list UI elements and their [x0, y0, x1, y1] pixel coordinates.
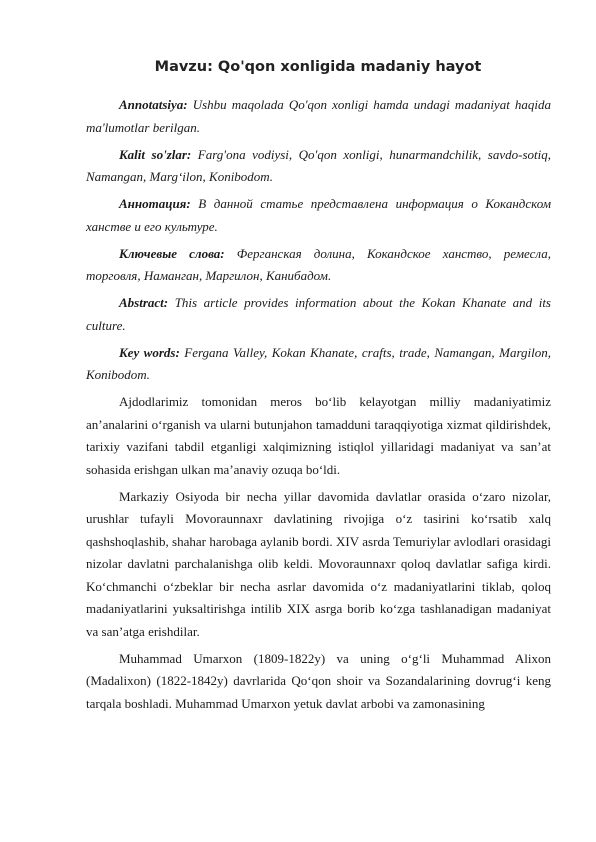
- body-paragraph-3: Muhammad Umarxon (1809-1822y) va uning o‘g‘li Muhammad Alixon (Madalixon) (1822-1842y) davrlarida Qo‘qon shoir va Sozandalarining dovrug‘i keng tarqala boshladi. Muhammad Umarxon yetuk davlat arbobi va zamonasining: [86, 650, 551, 711]
- keywords-ru: [86, 243, 551, 288]
- annotation-uz-label: Annotatsiya:: [119, 97, 188, 112]
- keywords-uz-label: Kalit so'zlar:: [119, 146, 192, 162]
- annotation-uz-text: Ushbu maqolada Qo'qon xonligi hamda undagi madaniyat haqida ma'lumotlar berilgan.: [86, 97, 552, 135]
- keywords-en-label: Key words:: [119, 344, 180, 360]
- keywords-ru-label: Ключевые слова:: [119, 245, 225, 261]
- keywords-ru-text: Ферганская долина, Кокандское ханство, ремесла, торговля, Наманган, Маргилон, Канибадом.: [86, 245, 551, 283]
- body-paragraph-2: Markaziy Osiyoda bir necha yillar davomida davlatlar orasida o‘zaro nizolar, urushlar tufayli Movoraunnaxr davlatining rivojiga o‘z tasirini ko‘rsatib xalq qashshoqlashib, shahar harobaga aylanib bordi. XIV asrda Temuriylar avlodlari orasidagi nizolar davlatni parchalanishga olib keldi. Movoraunnaxr qoloq davlatlar safiga kirdi. Ko‘chmanchi o‘zbeklar bir necha asrlar davomida o‘z madaniyatlarini tiklab, qoloq madaniyatlarini yuksaltirishga intilib XIX asrga borib ko‘zga tashlanadigan madaniyat va san’atga erishdilar.: [86, 488, 551, 639]
- abstract-en-text: This article provides information about the Kokan Khanate and its culture.: [86, 295, 551, 333]
- annotation-ru-text: В данной статье представлена информация о Кокандском ханстве и его культуре.: [86, 196, 552, 234]
- keywords-en-text: Fergana Valley, Kokan Khanate, crafts, trade, Namangan, Margilon, Konibodom.: [86, 344, 551, 382]
- article-body: [86, 94, 551, 720]
- abstract-en: [86, 292, 551, 337]
- abstract-en-label: Abstract:: [119, 295, 169, 310]
- keywords-en: [86, 342, 551, 387]
- annotation-uz: [86, 94, 551, 139]
- keywords-uz-text: Farg'ona vodiysi, Qo'qon xonligi, hunarmandchilik, savdo-sotiq, Namangan, Marg‘ilon, Konibodom.: [86, 146, 551, 184]
- annotation-ru-label: Аннотация:: [119, 196, 191, 211]
- page-title: Mavzu: Qo'qon xonligida madaniy hayot: [154, 59, 482, 75]
- keywords-uz: [86, 144, 551, 189]
- annotation-ru: [86, 193, 551, 238]
- body-paragraph-1: Ajdodlarimiz tomonidan meros bo‘lib kelayotgan milliy madaniyatimiz an’analarini o‘rganish va ularni butunjahon tamadduni taraqqiyotiga xizmat qildirishdek, tarixiy vazifani tabdil etganligi xalqimizning istiqlol yillaridagi madaniyat va san’at sohasida erishgan ulkan ma’anaviy ozuqa bo‘ldi.: [86, 394, 551, 477]
